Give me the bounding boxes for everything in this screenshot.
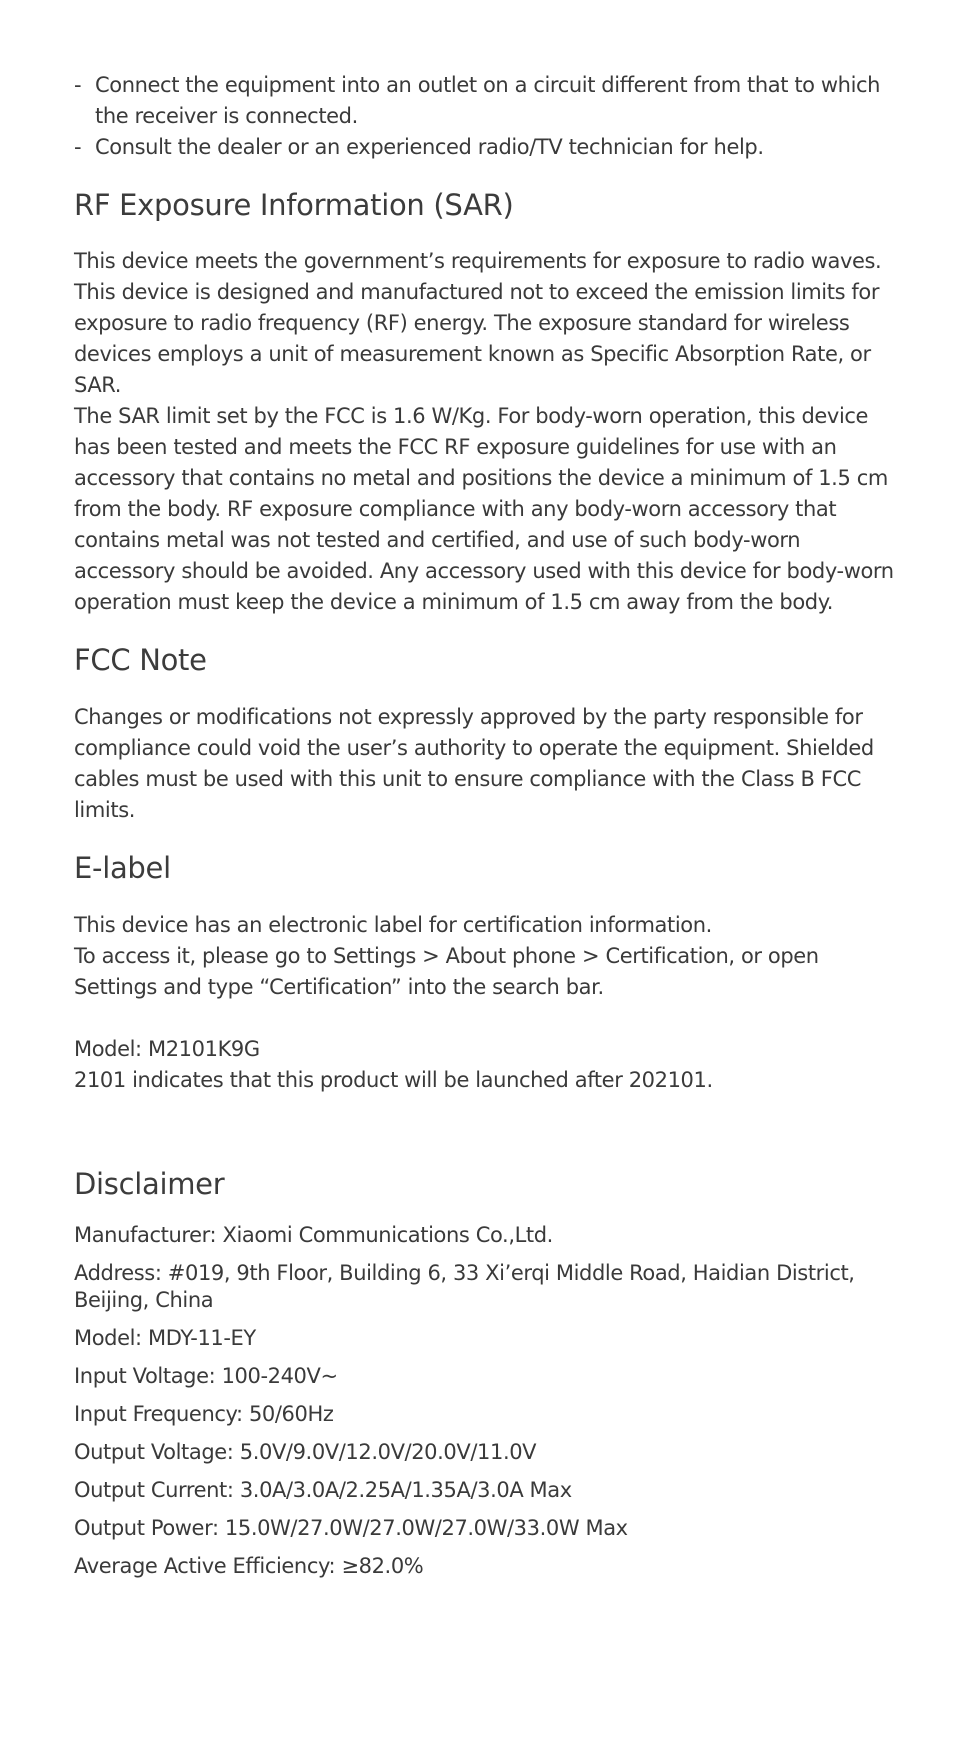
e-label-line-1: This device has an electronic label for certification information. <box>74 913 712 937</box>
e-label-line-2: To access it, please go to Settings > About phone > Certification, or open Settings and type “Certification” into the search bar. <box>74 944 819 999</box>
bullet-text: Connect the equipment into an outlet on a circuit different from that to which the receiver is connected. <box>95 73 881 128</box>
disclaimer-address: Address: #019, 9th Floor, Building 6, 33 Xi’erqi Middle Road, Haidian District, Beijing, China <box>74 1261 855 1312</box>
disclaimer-manufacturer: Manufacturer: Xiaomi Communications Co.,Ltd. <box>74 1223 553 1247</box>
fcc-paragraph: Changes or modifications not expressly approved by the party responsible for compliance could void the user’s authority to operate the equipment. Shielded cables must be used with this unit to ensure compliance with the Class B FCC limits. <box>74 705 874 822</box>
e-label-body <box>74 910 894 1096</box>
recommendation-list <box>74 70 894 163</box>
disclaimer-output-voltage: Output Voltage: 5.0V/9.0V/12.0V/20.0V/11.0V <box>74 1440 537 1464</box>
disclaimer-output-current: Output Current: 3.0A/3.0A/2.25A/1.35A/3.0A Max <box>74 1478 572 1502</box>
disclaimer-input-voltage: Input Voltage: 100-240V~ <box>74 1364 338 1388</box>
disclaimer-list <box>74 1222 894 1580</box>
bullet-marker: - <box>74 73 82 97</box>
bullet-marker: - <box>74 135 82 159</box>
list-item <box>74 70 894 132</box>
list-item <box>74 132 894 163</box>
document-page <box>74 70 894 1591</box>
rf-exposure-body <box>74 246 894 618</box>
rf-exposure-heading: RF Exposure Information (SAR) <box>74 188 514 222</box>
e-label-launch-note: 2101 indicates that this product will be launched after 202101. <box>74 1068 713 1092</box>
e-label-heading: E-label <box>74 851 171 885</box>
e-label-model: Model: M2101K9G <box>74 1037 260 1061</box>
rf-paragraph-1: This device meets the government’s requirements for exposure to radio waves. This device is designed and manufactured not to exceed the emission limits for exposure to radio frequency (RF) energy. The exposure standard for wireless devices employs a unit of measurement known as Specific Absorption Rate, or SAR. <box>74 249 882 397</box>
model-block <box>74 1034 894 1096</box>
rf-paragraph-2: The SAR limit set by the FCC is 1.6 W/Kg. For body-worn operation, this device has been tested and meets the FCC RF exposure guidelines for use with an accessory that contains no metal and positions the device a minimum of 1.5 cm from the body. RF exposure compliance with any body-worn accessory that contains metal was not tested and certified, and use of such body-worn accessory should be avoided. Any accessory used with this device for body-worn operation must keep the device a minimum of 1.5 cm away from the body. <box>74 404 894 614</box>
disclaimer-output-power: Output Power: 15.0W/27.0W/27.0W/27.0W/33.0W Max <box>74 1516 628 1540</box>
fcc-note-heading: FCC Note <box>74 643 207 677</box>
bullet-text: Consult the dealer or an experienced radio/TV technician for help. <box>95 135 764 159</box>
disclaimer-efficiency: Average Active Efficiency: ≥82.0% <box>74 1554 424 1578</box>
disclaimer-input-frequency: Input Frequency: 50/60Hz <box>74 1402 334 1426</box>
disclaimer-model: Model: MDY-11-EY <box>74 1326 256 1350</box>
fcc-note-body <box>74 702 894 826</box>
disclaimer-heading: Disclaimer <box>74 1167 225 1201</box>
